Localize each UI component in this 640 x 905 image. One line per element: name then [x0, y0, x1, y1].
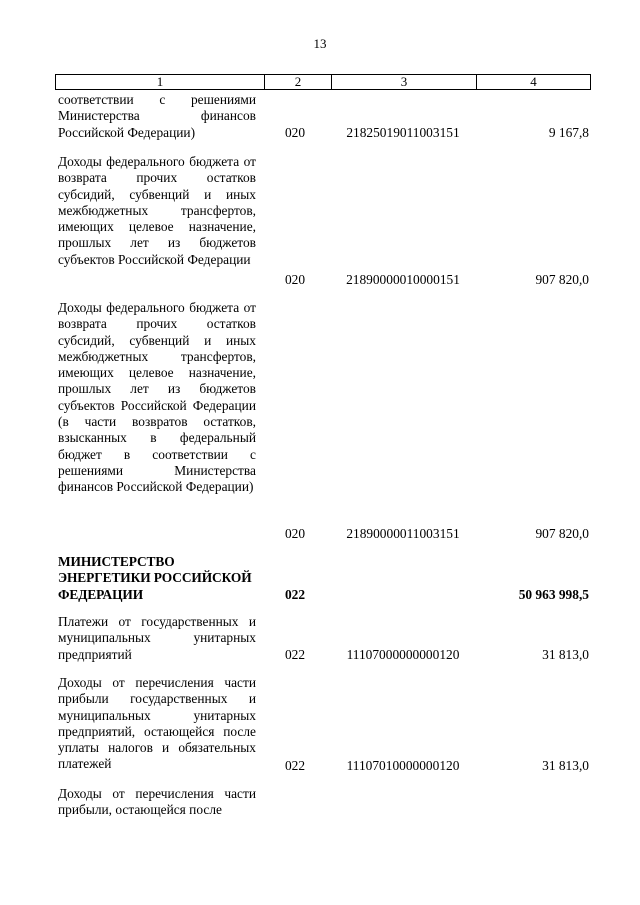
row-amount: 50 963 998,5 [518, 586, 589, 602]
row-name: Доходы от перечисления части прибыли, остающейся после [58, 786, 256, 818]
row-amount: 907 820,0 [535, 271, 589, 287]
row-name: Платежи от государственных и муниципальных унитарных предприятий [58, 614, 256, 662]
row-name: соответствии с решениями Министерства финансов Российской Федерации) [58, 92, 256, 140]
header-col-4: 4 [530, 74, 537, 89]
header-col-1: 1 [156, 74, 164, 89]
table-row [58, 554, 591, 603]
table-header-row [55, 74, 591, 90]
row-budget-code: 11107010000000120 [346, 757, 460, 773]
row-budget-code: 21890000010000151 [346, 271, 460, 287]
row-admin-code: 022 [284, 586, 306, 602]
row-amount: 907 820,0 [535, 525, 589, 541]
row-amount: 31 813,0 [542, 646, 589, 662]
row-admin-code: 022 [284, 646, 306, 662]
row-admin-code: 020 [284, 525, 306, 541]
table-row [58, 92, 591, 141]
row-admin-code: 020 [284, 124, 306, 140]
row-budget-code: 11107000000000120 [346, 646, 460, 662]
table-row [58, 614, 591, 663]
row-name: Доходы федерального бюджета от возврата прочих остатков субсидий, субвенций и иных межбюджетных трансфертов, имеющих целевое назначение, прошлых лет из бюджетов субъектов Российской Федерации (в части возвратов остатков, взысканных в федеральный бюджет в соответствии с решениями Министерства финансов Российской Федерации) [58, 300, 256, 495]
table-row [58, 675, 591, 774]
row-amount: 9 167,8 [548, 124, 589, 140]
row-name: МИНИСТЕРСТВО ЭНЕРГЕТИКИ РОССИЙСКОЙ ФЕДЕРАЦИИ [58, 554, 252, 602]
row-name: Доходы федерального бюджета от возврата прочих остатков субсидий, субвенций и иных межбюджетных трансфертов, имеющих целевое назначение, прошлых лет из бюджетов субъектов Российской Федерации [58, 154, 256, 267]
page-number: 13 [313, 36, 327, 51]
row-admin-code: 020 [284, 271, 306, 287]
row-admin-code: 022 [284, 757, 306, 773]
table-row [58, 300, 591, 542]
table-row [58, 154, 591, 288]
header-col-3: 3 [400, 74, 408, 89]
header-col-2: 2 [294, 74, 302, 89]
row-amount: 31 813,0 [542, 757, 589, 773]
row-name: Доходы от перечисления части прибыли государственных и муниципальных унитарных предприятий, остающейся после уплаты налогов и обязательных платежей [58, 675, 256, 772]
row-budget-code: 21890000011003151 [346, 525, 460, 541]
table-row [58, 786, 591, 819]
row-budget-code: 21825019011003151 [346, 124, 460, 140]
